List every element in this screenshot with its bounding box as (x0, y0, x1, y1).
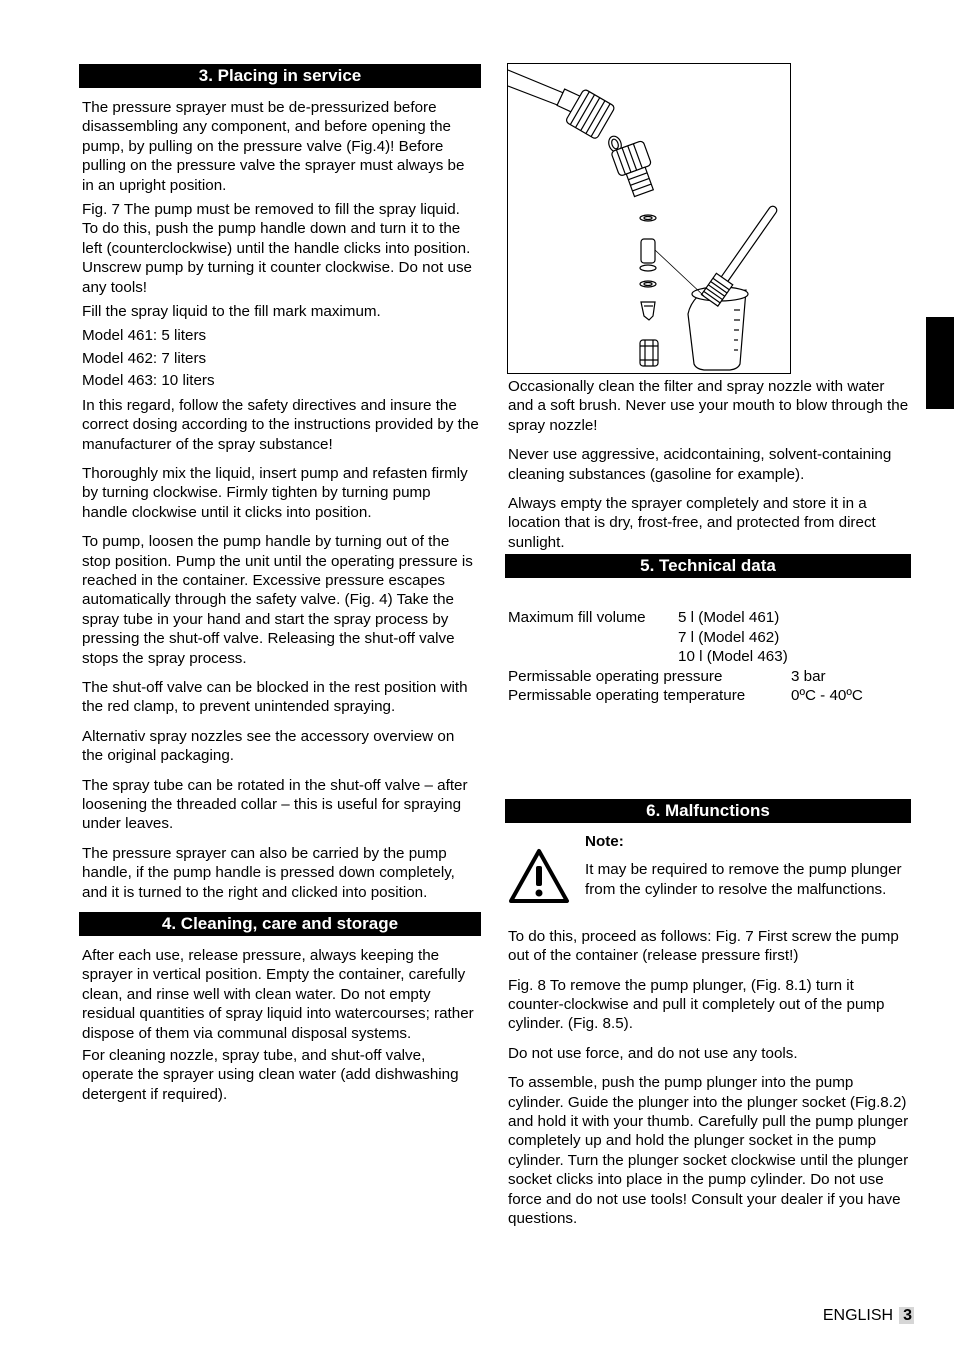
model-462-capacity: Model 462: 7 liters (82, 349, 207, 367)
table-row (508, 647, 863, 667)
footer-language: ENGLISH (822, 1307, 894, 1324)
paragraph: Occasionally clean the filter and spray nozzle with water and a soft brush. Never use your mouth to blow through the spray nozzle! (508, 378, 909, 434)
section-title-cleaning: 4. Cleaning, care and storage (79, 912, 481, 936)
section-title-placing-in-service: 3. Placing in service (79, 64, 481, 88)
paragraph: In this regard, follow the safety directives and insure the correct dosing according to the instructions provided by the manufacturer of the spray substance! (82, 396, 479, 453)
model-461-capacity: Model 461: 5 liters (82, 327, 207, 345)
spec-value: 3 bar (791, 667, 826, 685)
section-title-technical-data: 5. Technical data (505, 554, 911, 578)
paragraph: After each use, release pressure, always keeping the sprayer in vertical position. Empty the container, carefully clean, and rinse well with clean water. Do not empty residual quantities of spray liquid into watercourses; rather dispose of them via communal disposal systems. (82, 947, 474, 1042)
section-tab-marker (926, 317, 954, 409)
right-column (505, 63, 911, 1228)
model-463-capacity: Model 463: 10 liters (82, 372, 215, 390)
section-title-malfunctions: 6. Malfunctions (505, 799, 911, 823)
spec-label: Permissable operating pressure (508, 667, 723, 685)
paragraph: To pump, loosen the pump handle by turning out of the stop position. Pump the unit until the operating pressure is reached in the container. Excessive pressure escapes automatically through the safety valve. (Fig. 4) Take the spray tube in your hand and start the spray process by pressing the shut-off valve. Releasing the shut-off valve stops the spray process. (82, 533, 473, 667)
table-row (508, 667, 863, 687)
warning-icon (508, 848, 570, 909)
note-text: It may be required to remove the pump plunger from the cylinder to resolve the malfunctions. (585, 861, 902, 898)
paragraph: For cleaning nozzle, spray tube, and shut-off valve, operate the sprayer using clean water (add dishwashing detergent if required). (82, 1047, 459, 1103)
paragraph: Fig. 8 To remove the pump plunger, (Fig. 8.1) turn it counter-clockwise and pull it completely out of the pump cylinder. (Fig. 8.5). (508, 976, 885, 1033)
spec-value: 10 l (Model 463) (678, 648, 788, 666)
paragraph: The spray tube can be rotated in the shut-off valve – after loosening the threaded collar – this is useful for spraying under leaves. (82, 776, 468, 833)
paragraph: Never use aggressive, acidcontaining, solvent-containing cleaning substances (gasoline for example). (508, 446, 892, 483)
paragraph: The pressure sprayer can also be carried by the pump handle, if the pump handle is pressed down completely, and it is turned to the right and clicked into position. (82, 844, 455, 901)
paragraph: Do not use force, and do not use any tools. (508, 1044, 798, 1062)
paragraph: Always empty the sprayer completely and store it in a location that is dry, frost-free, and protected from direct sunlight. (508, 495, 876, 551)
pump-parts-illustration (507, 63, 791, 374)
page-footer (823, 1305, 914, 1327)
paragraph: To assemble, push the pump plunger into the pump cylinder. Guide the plunger into the plunger socket (Fig.8.2) and hold it with your thumb. Carefully pull the pump plunger completely up and hold the plunger socket in the pump cylinder. Turn the plunger socket clockwise until the plunger socket clicks into place in the pump cylinder. Do not use force and do not use tools! Consult your dealer if you have questions. (508, 1074, 909, 1228)
spec-value: 5 l (Model 461) (678, 609, 780, 627)
table-row (508, 608, 863, 628)
spec-value: 0ºC - 40ºC (791, 687, 863, 705)
spec-label: Permissable operating temperature (508, 687, 746, 705)
paragraph: Alternativ spray nozzles see the accessory overview on the original packaging. (82, 727, 455, 765)
note-label: Note: (585, 832, 624, 850)
paragraph: The shut-off valve can be blocked in the rest position with the red clamp, to prevent unintended spraying. (82, 678, 468, 716)
paragraph: Fig. 7 The pump must be removed to fill the spray liquid. To do this, push the pump handle down and turn it to the left (counterclockwise) until the handle clicks into position. Unscrew pump by turning it counter clockwise. Do not use any tools! (82, 201, 472, 296)
note-content (585, 832, 905, 899)
spec-label: Maximum fill volume (508, 609, 646, 627)
paragraph: The pressure sprayer must be de-pressurized before disassembling any component, and before opening the pump, by pulling on the pressure valve (Fig.4)! Before pulling on the pressure valve the sprayer must always be in an upright position. (82, 99, 465, 194)
table-row (508, 686, 863, 706)
paragraph: To do this, proceed as follows: Fig. 7 First screw the pump out of the container (release pressure first!) (508, 927, 899, 965)
paragraph: Fill the spray liquid to the fill mark maximum. (82, 303, 381, 321)
note-box (505, 832, 911, 922)
spec-value: 7 l (Model 462) (678, 628, 780, 646)
table-row (508, 628, 863, 648)
page-number: 3 (899, 1307, 914, 1324)
paragraph: Thoroughly mix the liquid, insert pump and refasten firmly by turning clockwise. Firmly tighten by turning pump handle clockwise until it clicks into position. (82, 464, 468, 521)
technical-data-table (508, 608, 863, 706)
left-column (79, 64, 481, 1104)
